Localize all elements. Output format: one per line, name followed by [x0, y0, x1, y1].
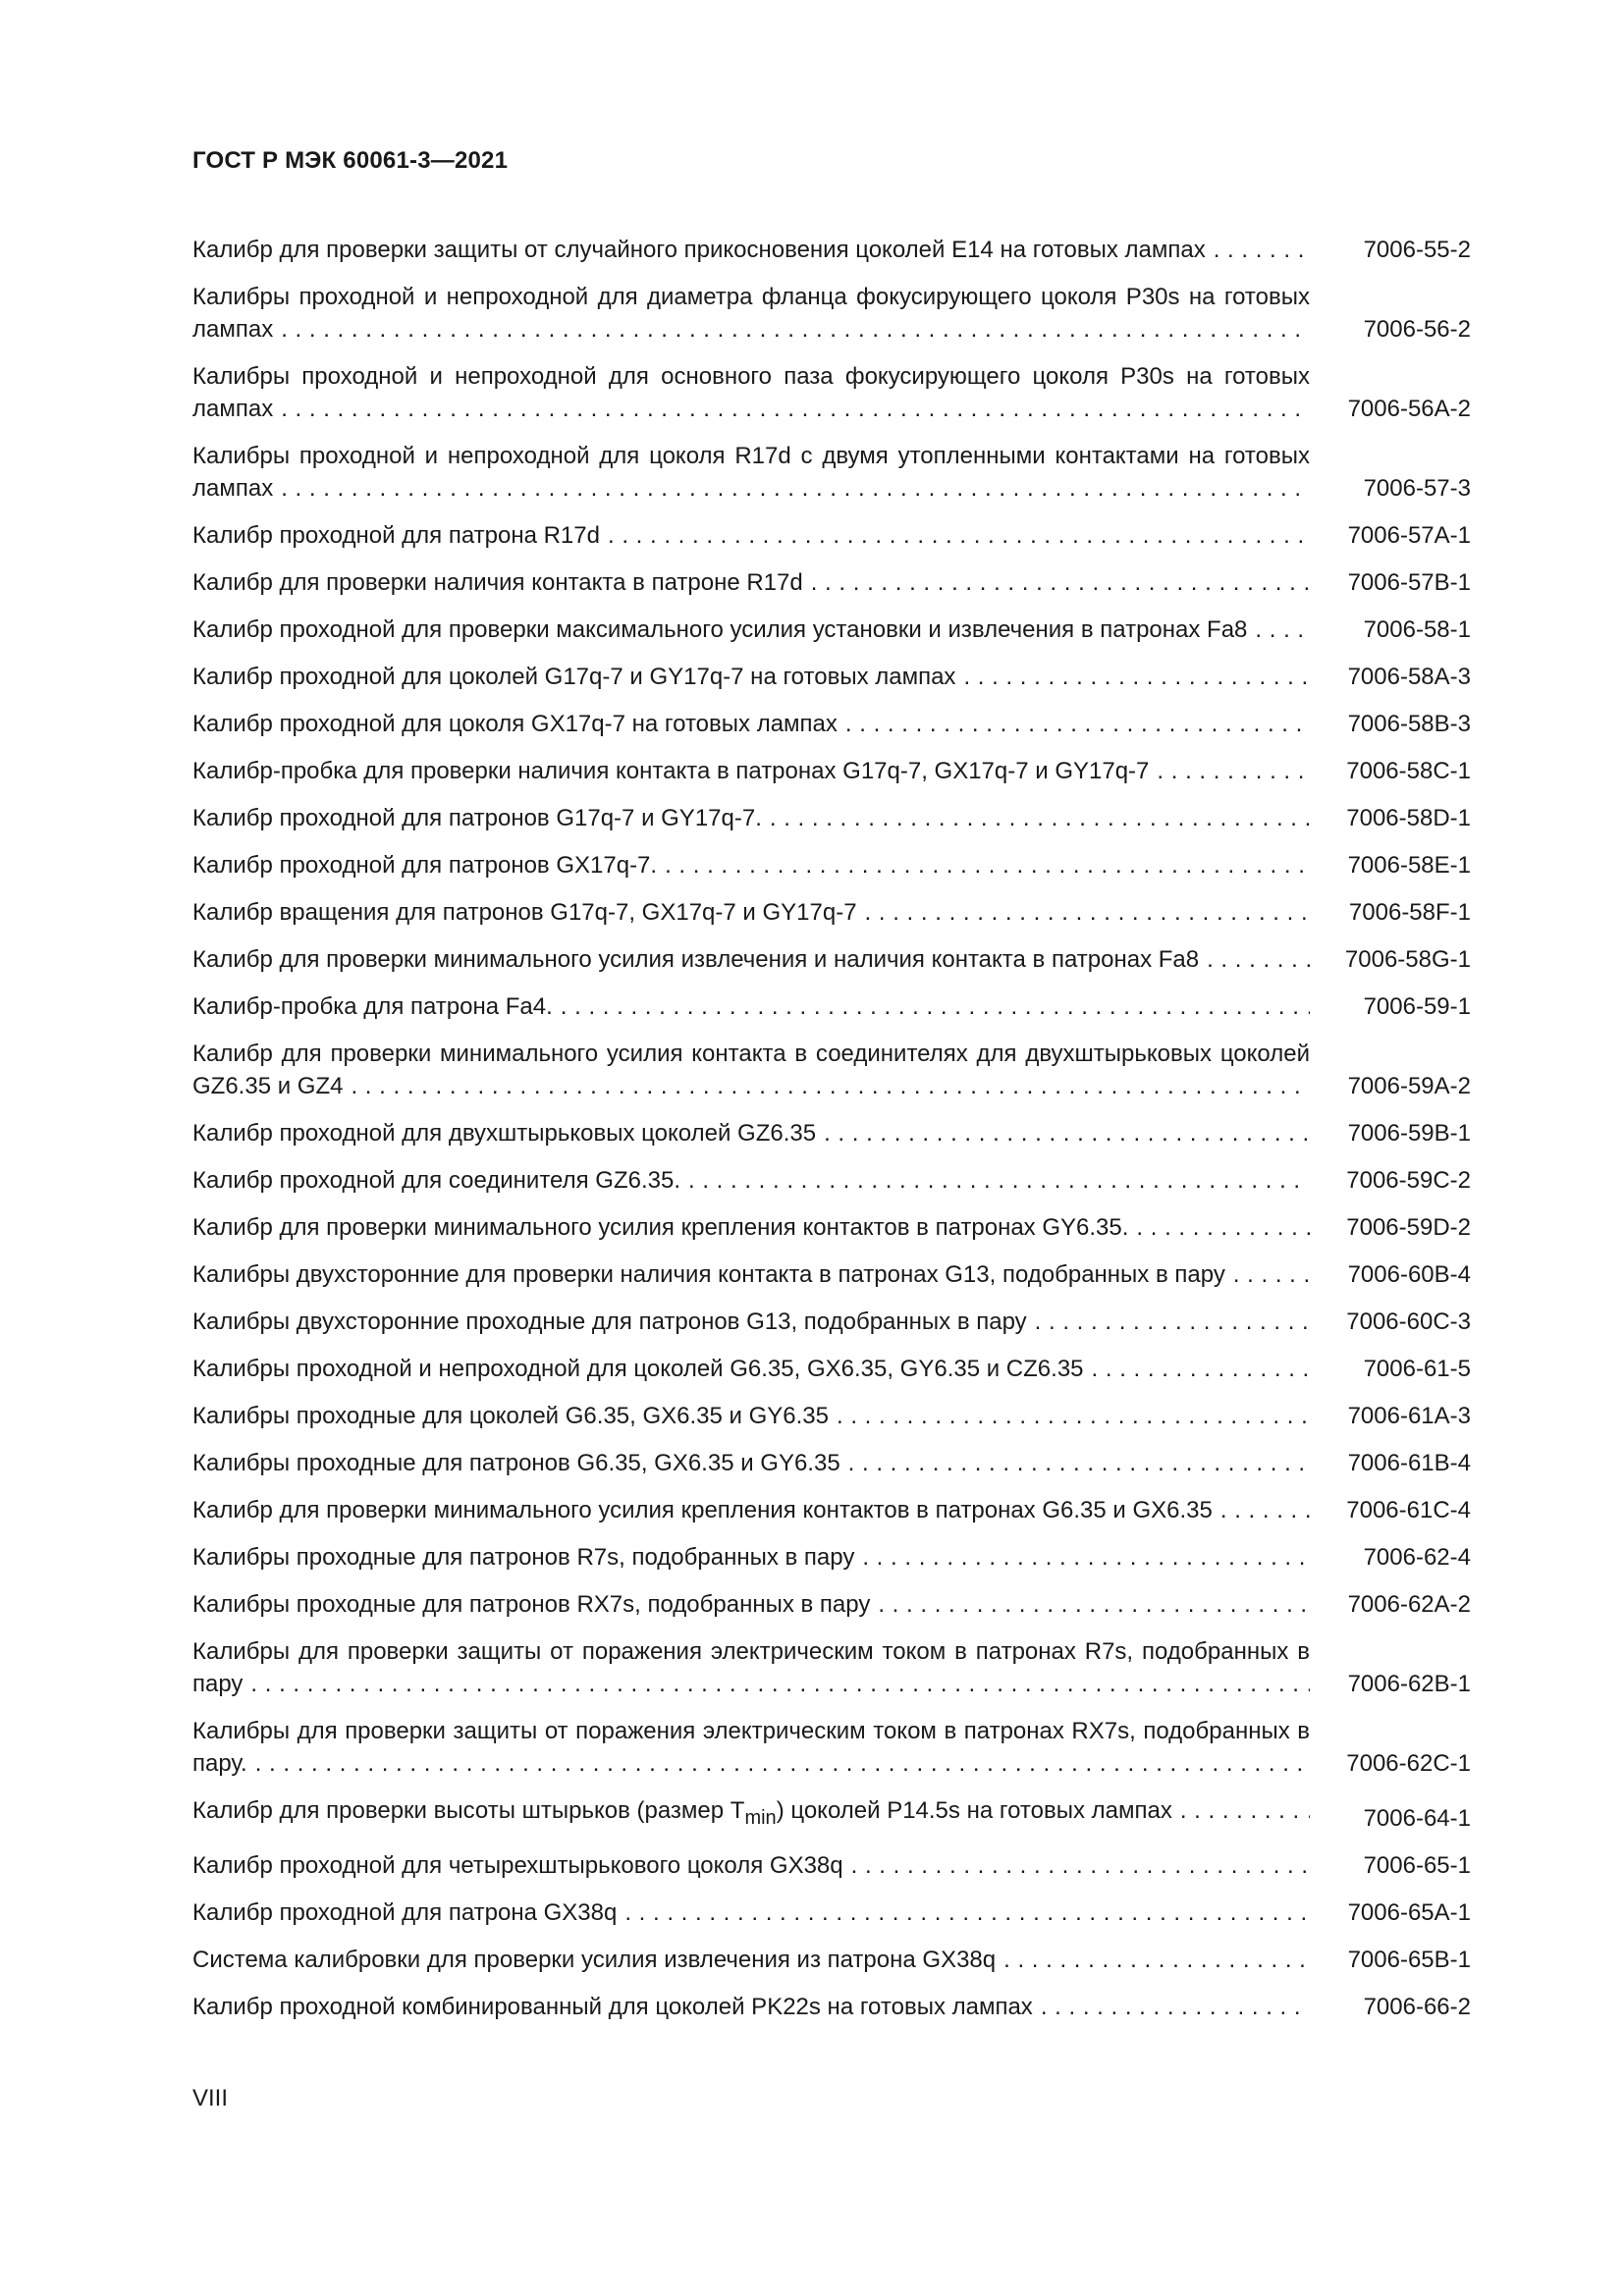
toc-entry-reference: 7006-57A-1 [1347, 522, 1471, 549]
toc-entry-title-text: Калибры для проверки защиты от поражения электрическим током в патронах RX7s, подобранных в пару. [192, 1718, 1310, 1777]
toc-entry-title [192, 990, 1310, 1023]
toc-entry-reference: 7006-62C-1 [1346, 1750, 1471, 1777]
toc-entry-title [192, 755, 1310, 787]
toc-entry [192, 708, 1471, 740]
toc-entry-title-text: Калибр для проверки наличия контакта в патроне R17d [192, 569, 803, 596]
toc-entry [192, 1896, 1471, 1929]
toc-entry [192, 1635, 1471, 1700]
toc-entry-title-text: Калибры проходные для патронов RX7s, подобранных в пару [192, 1591, 871, 1618]
toc-entry-reference: 7006-61A-3 [1347, 1403, 1471, 1429]
toc-entry [192, 661, 1471, 693]
toc-entry-title-text: Калибры проходной и непроходной для основного паза фокусирующего цоколя P30s на готовых лампах [192, 363, 1310, 422]
toc-entry-reference: 7006-58B-3 [1347, 711, 1471, 737]
toc-entry-title [192, 234, 1310, 266]
toc-entry-title [192, 661, 1310, 693]
toc-entry-title-text: Калибры проходные для цоколей G6.35, GX6.35 и GY6.35 [192, 1403, 829, 1429]
toc-entry-reference: 7006-58F-1 [1348, 899, 1471, 926]
toc-entry [192, 1588, 1471, 1621]
toc-entry-reference: 7006-61C-4 [1346, 1497, 1471, 1523]
toc-entry-reference: 7006-59C-2 [1346, 1167, 1471, 1194]
toc-entry-reference: 7006-64-1 [1363, 1804, 1471, 1832]
toc-entry-title [192, 1588, 1310, 1621]
toc-entry [192, 1494, 1471, 1526]
toc-entry-title-text: Калибр проходной комбинированный для цоколей PK22s на готовых лампах [192, 1993, 1033, 2020]
toc-entry-title [192, 440, 1310, 505]
toc-entry-title [192, 1117, 1310, 1149]
toc-entry [192, 440, 1471, 505]
toc-entry-reference: 7006-56A-2 [1347, 396, 1471, 422]
toc-entry-title-text: Калибры проходные для патронов R7s, подобранных в пару [192, 1544, 855, 1571]
toc-entry-reference: 7006-56-2 [1363, 316, 1471, 343]
toc-entry-title [192, 1944, 1310, 1976]
toc-entry-reference: 7006-59-1 [1363, 993, 1471, 1020]
toc-entry-title [192, 849, 1310, 881]
toc-entry-reference: 7006-57B-1 [1347, 569, 1471, 596]
toc-entry-title [192, 1541, 1310, 1574]
toc-entry [192, 1117, 1471, 1149]
toc-entry-title-text: Калибр проходной для патронов G17q-7 и GY17q-7. [192, 805, 762, 831]
toc-entry [192, 1991, 1471, 2023]
toc-entry [192, 802, 1471, 834]
toc-entry-title-text: Калибры проходной и непроходной для цоколей G6.35, GX6.35, GY6.35 и CZ6.35 [192, 1356, 1084, 1382]
toc-entry-title-text: Калибр проходной для патронов GX17q-7. [192, 852, 658, 879]
toc-entry [192, 234, 1471, 266]
toc-entry-reference: 7006-60B-4 [1347, 1261, 1471, 1288]
toc-entry-reference: 7006-55-2 [1363, 237, 1471, 263]
toc-entry-title [192, 1447, 1310, 1479]
toc-entry-title [192, 1715, 1310, 1780]
toc-entry-title-part: ) цоколей P14.5s на готовых лампах [776, 1797, 1172, 1824]
toc-entry-reference: 7006-62-4 [1363, 1544, 1471, 1571]
toc-entry-title [192, 1635, 1310, 1700]
toc-entry-reference: 7006-58-1 [1363, 616, 1471, 643]
toc-entry [192, 1211, 1471, 1244]
toc-entry-title-part: Калибр для проверки высоты штырьков (размер T [192, 1797, 745, 1824]
toc-entry [192, 1849, 1471, 1882]
toc-entry-reference: 7006-62B-1 [1347, 1671, 1471, 1697]
toc-entry-reference: 7006-65B-1 [1347, 1946, 1471, 1973]
toc-entry-title-text: Калибр для проверки защиты от случайного прикосновения цоколей E14 на готовых лампах [192, 237, 1206, 263]
toc-entry [192, 1944, 1471, 1976]
toc-entry [192, 1038, 1471, 1102]
toc-entry-title-text: Калибры проходные для патронов G6.35, GX6.35 и GY6.35 [192, 1450, 840, 1476]
toc-entry-reference: 7006-59A-2 [1347, 1073, 1471, 1099]
toc-entry-reference: 7006-62A-2 [1347, 1591, 1471, 1618]
toc-entry-title [192, 802, 1310, 834]
toc-entry-title-text: Калибр для проверки минимального усилия крепления контактов в патронах GY6.35. [192, 1214, 1129, 1241]
toc-entry-title [192, 360, 1310, 425]
toc-entry-title-text: Калибр проходной для двухштырьковых цоколей GZ6.35 [192, 1120, 817, 1147]
toc-entry [192, 360, 1471, 425]
toc-entry-title-text: Калибры для проверки защиты от поражения электрическим током в патронах R7s, подобранных в пару [192, 1638, 1310, 1697]
toc-entry [192, 896, 1471, 929]
toc-entry-title-text: Калибры двухсторонние проходные для патронов G13, подобранных в пару [192, 1308, 1027, 1335]
toc-entry-title [192, 1038, 1310, 1102]
toc-entry [192, 519, 1471, 552]
toc-entry-title-text: Калибр вращения для патронов G17q-7, GX17q-7 и GY17q-7 [192, 899, 857, 926]
toc-entry-title-text: Калибр проходной для патрона GX38q [192, 1898, 618, 1926]
toc-entry-title [192, 566, 1310, 599]
page-number: VIII [192, 2085, 229, 2111]
toc-entry-title-text: Калибр проходной для цоколя GX17q-7 на готовых лампах [192, 711, 838, 737]
toc-entry-title-text: Калибр-пробка для проверки наличия контакта в патронах G17q-7, GX17q-7 и GY17q-7 [192, 758, 1150, 784]
toc-entry-title [192, 281, 1310, 346]
toc-entry [192, 1258, 1471, 1291]
toc-entry-title-text: Калибр для проверки минимального усилия крепления контактов в патронах G6.35 и GX6.35 [192, 1497, 1213, 1523]
toc-entry [192, 614, 1471, 646]
toc-entry [192, 1715, 1471, 1780]
toc-entry-title-text [192, 1797, 1174, 1829]
toc-entry-title-text: Калибры проходной и непроходной для цоколя R17d с двумя утопленными контактами на готовых лампах [192, 443, 1310, 502]
toc-entry-title-subscript: min [744, 1806, 777, 1829]
toc-entry-reference: 7006-61-5 [1363, 1356, 1471, 1382]
toc-entry-title [192, 614, 1310, 646]
toc-entry-title-text: Калибр проходной для четырехштырькового цоколя GX38q [192, 1851, 843, 1879]
toc-entry-title [192, 896, 1310, 929]
toc-entry-title [192, 1258, 1310, 1291]
toc-entry-title [192, 1991, 1310, 2023]
toc-entry-reference: 7006-65A-1 [1347, 1898, 1471, 1926]
toc-entry-title-text: Калибры проходной и непроходной для диаметра фланца фокусирующего цоколя P30s на готовых лампах [192, 284, 1310, 343]
toc-entry-title [192, 1353, 1310, 1385]
toc-entry [192, 1353, 1471, 1385]
toc-entry [192, 1306, 1471, 1338]
toc-entry-reference: 7006-58D-1 [1346, 805, 1471, 831]
toc-entry-title [192, 1794, 1310, 1835]
toc-entry-reference: 7006-60C-3 [1346, 1308, 1471, 1335]
toc-entry-reference: 7006-59B-1 [1347, 1120, 1471, 1147]
toc-entry [192, 281, 1471, 346]
toc-entry-title [192, 1164, 1310, 1197]
toc-entry-title-text: Калибр проходной для соединителя GZ6.35. [192, 1167, 680, 1194]
toc-entry-title-text: Система калибровки для проверки усилия извлечения из патрона GX38q [192, 1946, 997, 1973]
toc-entry-reference: 7006-58A-3 [1347, 664, 1471, 690]
toc-entry-title-text: Калибры двухсторонние для проверки наличия контакта в патронах G13, подобранных в пару [192, 1261, 1225, 1288]
toc-entry [192, 1400, 1471, 1432]
toc-entry-reference: 7006-58G-1 [1344, 946, 1471, 973]
toc-entry-reference: 7006-58C-1 [1346, 758, 1471, 784]
toc-entry [192, 1447, 1471, 1479]
toc-entry-title-text: Калибр для проверки минимального усилия контакта в соединителях для двухштырьковых цоколей GZ6.35 и GZ4 [192, 1041, 1310, 1099]
toc-entry [192, 990, 1471, 1023]
toc-entry-title [192, 708, 1310, 740]
toc-entry [192, 943, 1471, 976]
toc-entry-title [192, 1849, 1310, 1882]
toc-entry-title [192, 1896, 1310, 1929]
toc-entry-title [192, 519, 1310, 552]
toc-entry [192, 755, 1471, 787]
toc-entry [192, 1164, 1471, 1197]
toc-entry-title [192, 943, 1310, 976]
toc-entry-reference: 7006-61B-4 [1347, 1450, 1471, 1476]
toc-entry-reference: 7006-57-3 [1363, 475, 1471, 502]
toc-entry-title-text: Калибр проходной для патрона R17d [192, 522, 600, 549]
toc-entry [192, 849, 1471, 881]
table-of-contents [192, 234, 1471, 2023]
toc-entry-title [192, 1306, 1310, 1338]
toc-entry [192, 566, 1471, 599]
toc-entry-reference: 7006-58E-1 [1347, 852, 1471, 879]
toc-entry-title [192, 1400, 1310, 1432]
toc-entry-title [192, 1494, 1310, 1526]
toc-entry-reference: 7006-59D-2 [1346, 1214, 1471, 1241]
toc-entry-title-text: Калибр проходной для цоколей G17q-7 и GY17q-7 на готовых лампах [192, 664, 956, 690]
toc-entry-title-text: Калибр проходной для проверки максимального усилия установки и извлечения в патронах Fa8 [192, 616, 1248, 643]
toc-entry-title [192, 1211, 1310, 1244]
document-title: ГОСТ Р МЭК 60061-3—2021 [192, 147, 509, 174]
toc-entry-title-text: Калибр для проверки минимального усилия извлечения и наличия контакта в патронах Fa8 [192, 946, 1200, 973]
toc-entry [192, 1541, 1471, 1574]
toc-entry-reference: 7006-65-1 [1363, 1851, 1471, 1879]
toc-entry [192, 1794, 1471, 1835]
toc-entry-title-text: Калибр-пробка для патрона Fa4. [192, 993, 553, 1020]
toc-entry-reference: 7006-66-2 [1363, 1993, 1471, 2020]
